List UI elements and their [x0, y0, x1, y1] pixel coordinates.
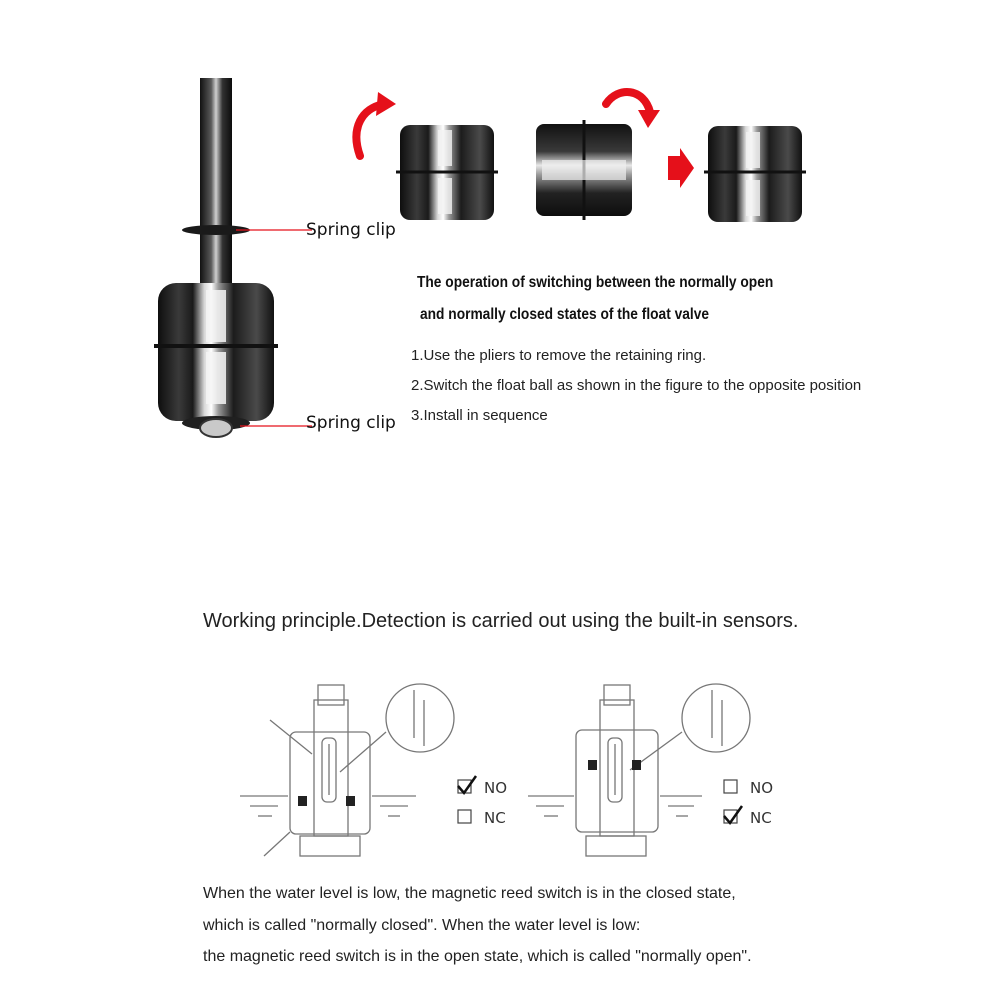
left-nc-checkbox — [458, 810, 471, 823]
right-no-label: NO — [750, 779, 774, 797]
left-no-label: NO — [484, 779, 508, 797]
operation-step-3: 3.Install in sequence — [411, 407, 548, 424]
description-line-2: which is called "normally closed". When the water level is low: — [203, 917, 641, 934]
red-rotate-arrow-top-icon — [606, 92, 660, 128]
operation-step-2: 2.Switch the float ball as shown in the figure to the opposite position — [411, 377, 862, 394]
float-step-3 — [704, 126, 806, 222]
left-nc-label: NC — [484, 809, 506, 827]
description-line-3: the magnetic reed switch is in the open state, which is called "normally open". — [203, 948, 752, 965]
right-nc-label: NC — [750, 809, 772, 827]
spring-clip-label-bottom: Spring clip — [306, 413, 396, 433]
operation-title-line1: The operation of switching between the normally open — [417, 274, 774, 291]
float-step-2 — [536, 120, 632, 220]
red-right-arrow-icon — [668, 148, 694, 188]
schematic-high-level — [528, 684, 750, 856]
operation-title-line2: and normally closed states of the float valve — [420, 306, 710, 323]
right-nc-checkbox — [724, 806, 742, 823]
right-no-checkbox — [724, 780, 737, 793]
red-rotate-arrow-left-icon — [356, 92, 396, 156]
left-no-checkbox — [458, 776, 476, 793]
stem-rod — [200, 78, 232, 290]
schematic-low-level — [240, 684, 454, 856]
operation-step-1: 1.Use the pliers to remove the retaining ring. — [411, 347, 707, 364]
description-line-1: When the water level is low, the magnetic reed switch is in the closed state, — [203, 885, 736, 902]
working-principle-heading: Working principle.Detection is carried out using the built-in sensors. — [203, 610, 799, 632]
float-step-1 — [396, 125, 498, 220]
spring-clip-label-top: Spring clip — [306, 220, 396, 240]
main-float-assembly — [154, 78, 278, 437]
